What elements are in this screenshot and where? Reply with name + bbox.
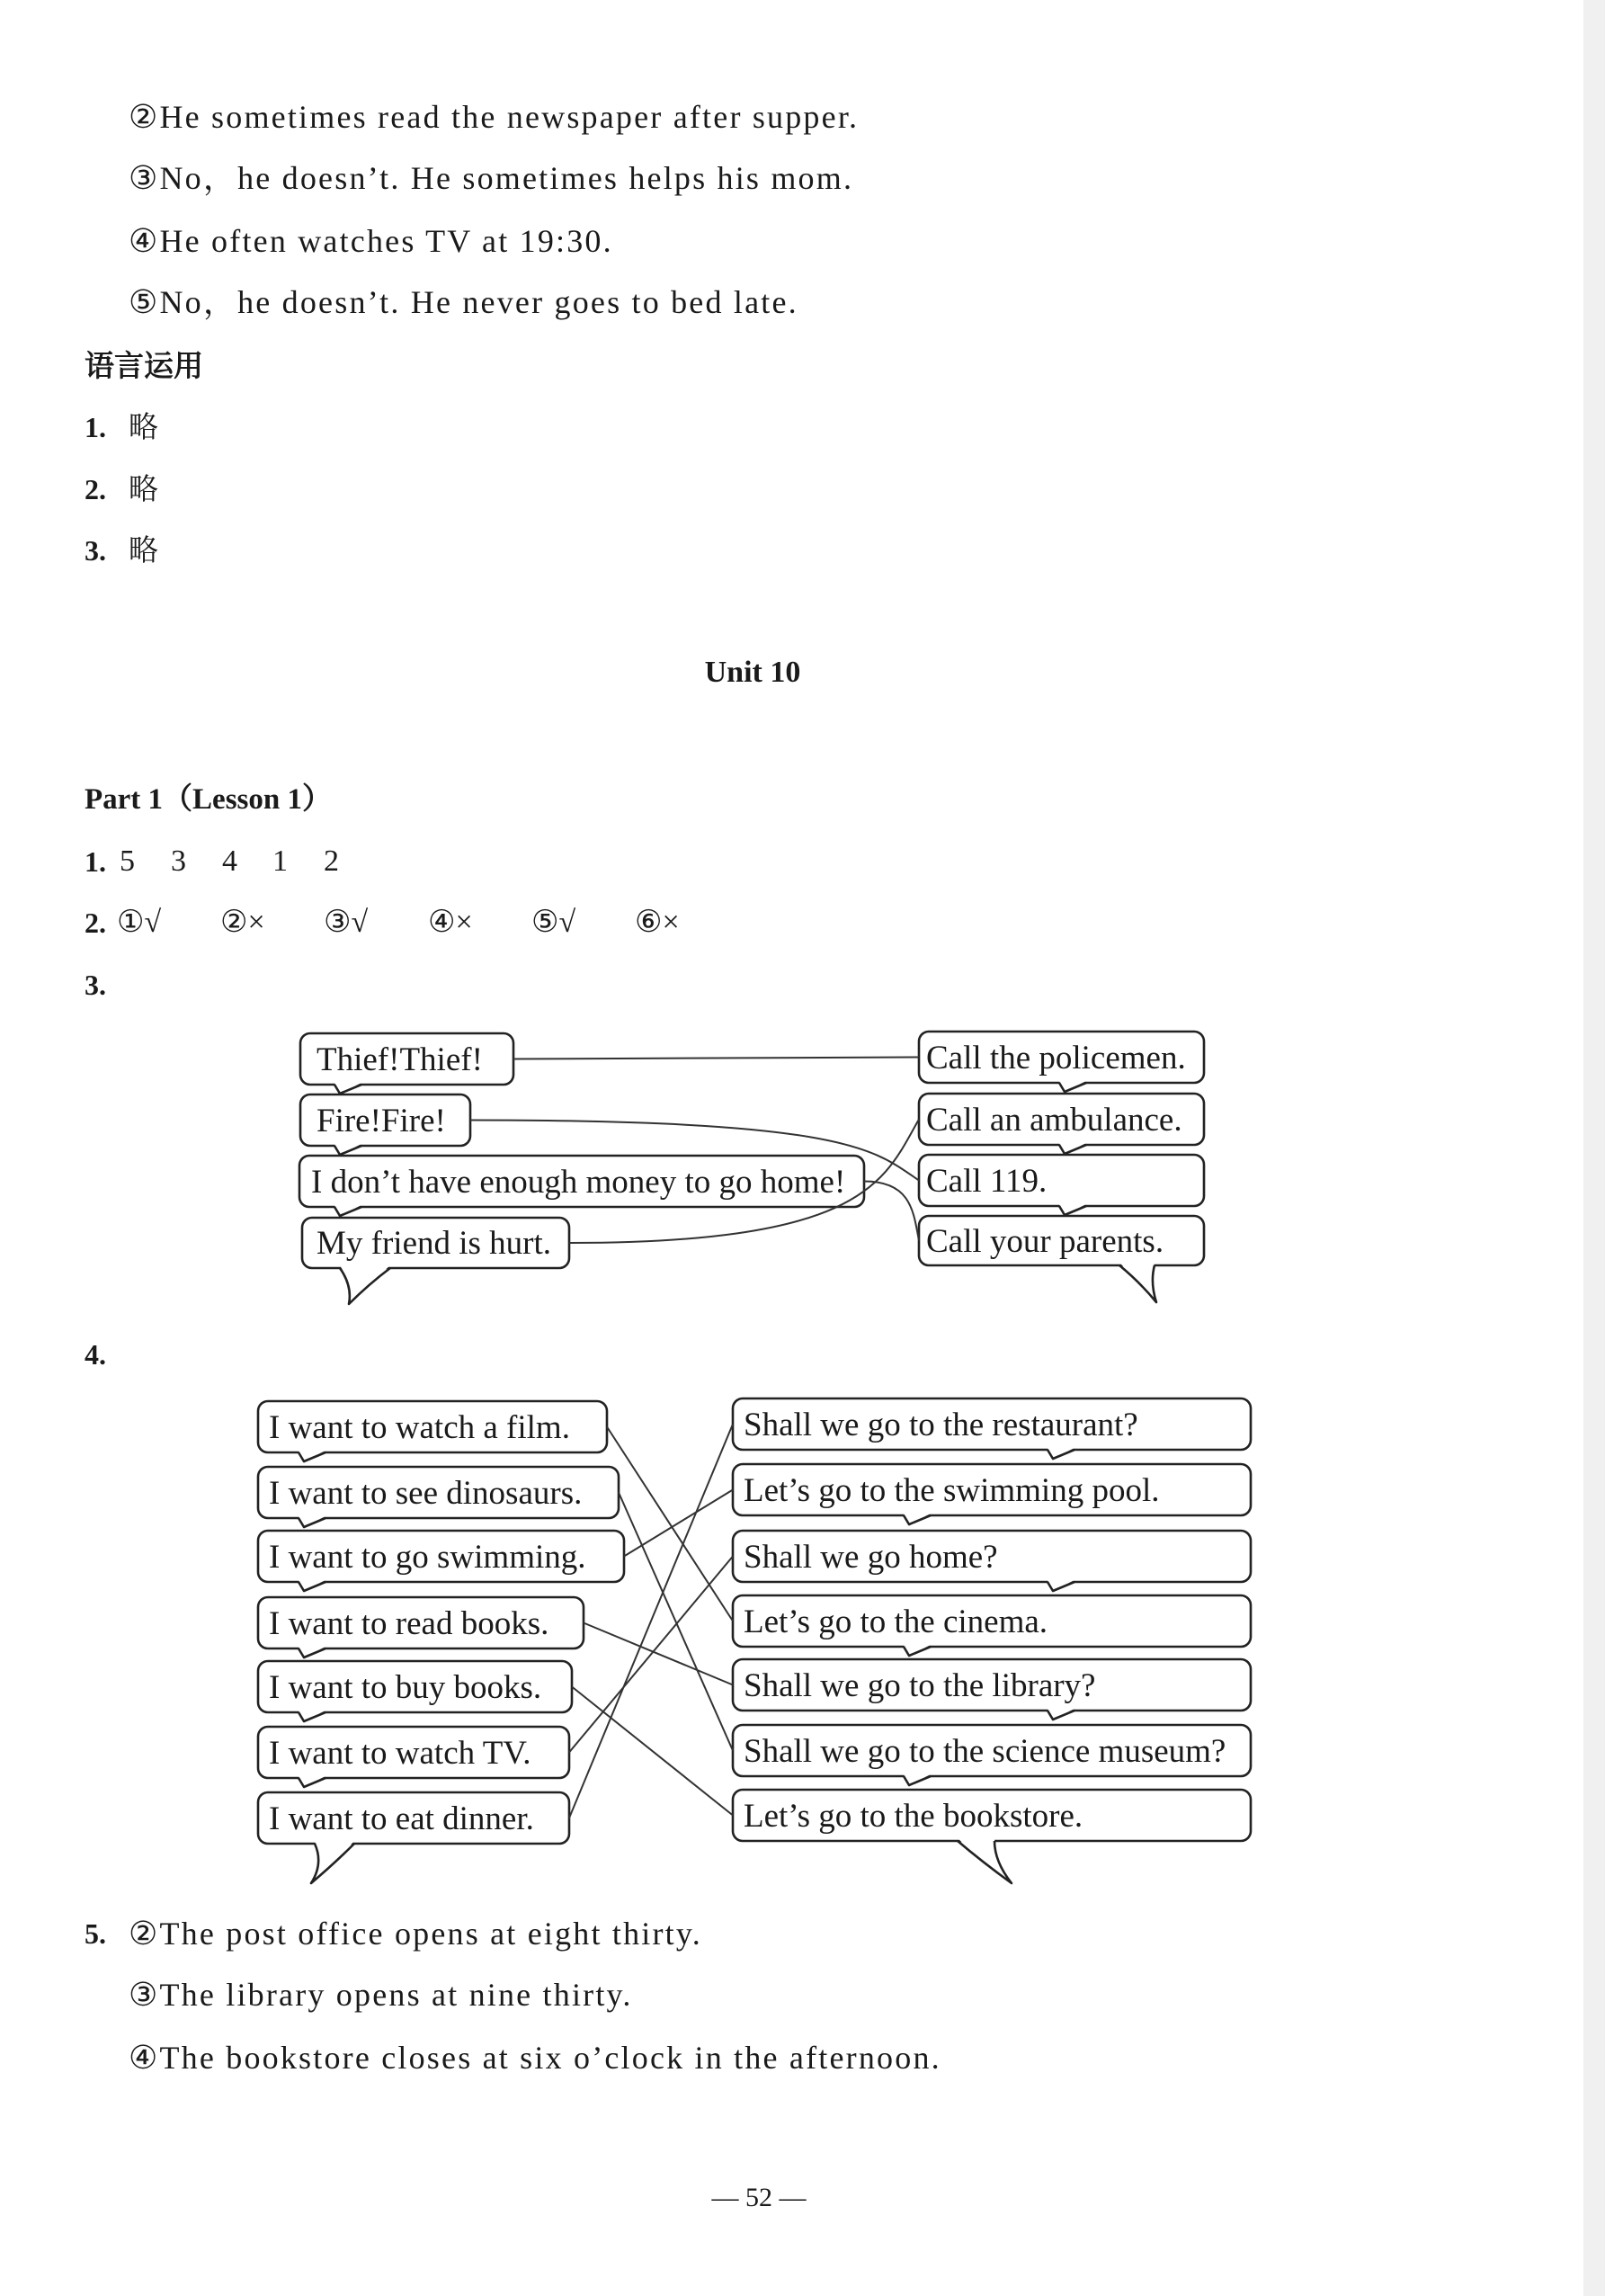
q3-left-text: My friend is hurt. <box>317 1225 552 1262</box>
q3-left-text: Fire!Fire! <box>317 1103 446 1139</box>
q4-left-text: I want to go swimming. <box>269 1539 586 1576</box>
answer-line: ③The library opens at nine thirty. <box>129 1977 633 2013</box>
match-line <box>864 1182 919 1241</box>
q4-right-text: Shall we go to the science museum? <box>744 1733 1226 1770</box>
match-line <box>619 1493 733 1751</box>
q3-left-text: Thief!Thief! <box>317 1041 483 1078</box>
match-line <box>572 1687 733 1816</box>
q4-left-text: I want to eat dinner. <box>269 1800 534 1837</box>
answer-line: ④He often watches TV at 19:30. <box>129 223 613 259</box>
unit-title: Unit 10 <box>704 656 801 689</box>
item-answer: 略 <box>129 471 158 506</box>
section-heading-language-use: 语言运用 <box>85 348 203 383</box>
q4-left-text: I want to watch a film. <box>269 1409 570 1446</box>
q3-right-text: Call the policemen. <box>926 1040 1186 1077</box>
q4-left-text: I want to read books. <box>269 1605 549 1642</box>
match-line <box>513 1058 919 1059</box>
q3-connector-lines <box>470 1058 919 1244</box>
q3-right-text: Call 119. <box>926 1163 1048 1200</box>
q4-right-text: Shall we go home? <box>744 1539 998 1576</box>
q4-left-text: I want to watch TV. <box>269 1735 531 1772</box>
match-line <box>584 1623 733 1685</box>
question-number: 4. <box>85 1338 106 1371</box>
q1-answer: 1 <box>272 844 288 878</box>
q1-answer: 4 <box>222 844 237 878</box>
question-number: 3. <box>85 969 106 1001</box>
match-line <box>607 1427 733 1621</box>
item-number: 3. <box>85 534 106 567</box>
q1-answer: 5 <box>120 844 135 878</box>
answer-line: ②He sometimes read the newspaper after supper. <box>129 99 860 135</box>
item-number: 2. <box>85 473 106 505</box>
question-number: 1. <box>85 845 106 878</box>
q4-left-text: I want to buy books. <box>269 1669 542 1706</box>
q4-left-text: I want to see dinosaurs. <box>269 1475 583 1512</box>
q2-answer: ③√ <box>324 906 369 939</box>
q2-answer: ④× <box>428 906 473 939</box>
match-line <box>624 1490 733 1557</box>
answer-line: ③No，he doesn’t. He sometimes helps his mom. <box>129 160 854 196</box>
q3-left-text: I don’t have enough money to go home! <box>311 1164 846 1201</box>
q2-answer: ⑥× <box>635 906 680 939</box>
q2-answer: ②× <box>220 906 265 939</box>
q4-right-text: Shall we go to the library? <box>744 1667 1096 1704</box>
question-number: 5. <box>85 1917 106 1950</box>
matching-diagram-q4 <box>258 1398 1251 1883</box>
item-answer: 略 <box>129 532 158 567</box>
part-title: Part 1（Lesson 1） <box>85 783 332 816</box>
q4-right-text: Shall we go to the restaurant? <box>744 1407 1138 1443</box>
q3-right-text: Call your parents. <box>926 1223 1164 1260</box>
q4-right-text: Let’s go to the swimming pool. <box>744 1472 1160 1509</box>
matching-diagram-q3 <box>299 1032 1204 1304</box>
q2-answer: ⑤√ <box>531 906 576 939</box>
item-answer: 略 <box>129 409 158 444</box>
page-number: — 52 — <box>711 2183 807 2212</box>
answer-line: ④The bookstore closes at six o’clock in the afternoon. <box>129 2040 941 2076</box>
question-number: 2. <box>85 907 106 939</box>
q2-answer: ①√ <box>117 906 162 939</box>
q4-right-text: Let’s go to the cinema. <box>744 1604 1048 1640</box>
answer-line: ⑤No，he doesn’t. He never goes to bed late. <box>129 284 798 320</box>
match-line <box>569 1557 733 1753</box>
q1-answer: 2 <box>324 844 339 878</box>
q4-right-text: Let’s go to the bookstore. <box>744 1798 1083 1835</box>
item-number: 1. <box>85 411 106 443</box>
q3-right-text: Call an ambulance. <box>926 1102 1182 1139</box>
answer-line: ②The post office opens at eight thirty. <box>129 1916 702 1952</box>
q1-answer: 3 <box>171 844 186 878</box>
